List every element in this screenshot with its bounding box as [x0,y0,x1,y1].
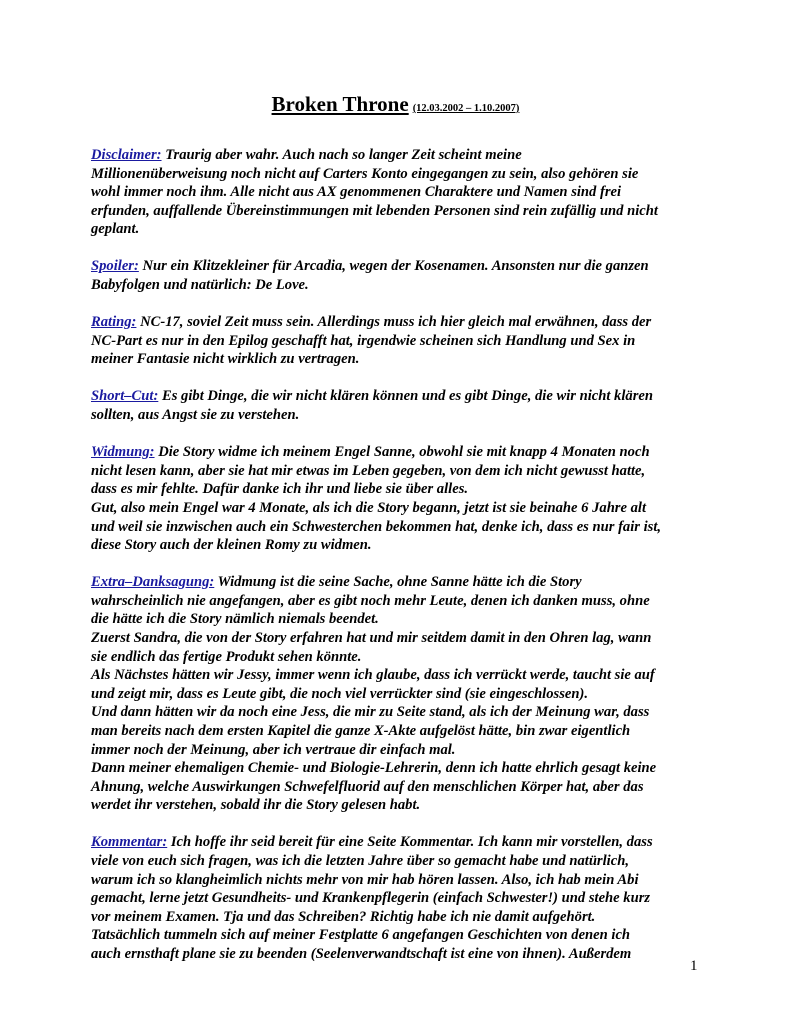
section-text: Widmung ist die seine Sache, ohne Sanne hätte ich die Story [217,574,582,591]
section-text: Und dann hätten wir da noch eine Jess, die mir zu Seite stand, als ich der Meinung war, dass [91,704,650,721]
section-text: diese Story auch der kleinen Romy zu widmen. [91,537,372,554]
section-label: Short–Cut: [91,388,159,405]
section-text: Tatsächlich tummeln sich auf meiner Festplatte 6 angefangen Geschichten von denen ich [91,927,631,944]
section-text: und weil sie inzwischen auch ein Schwesterchen bekommen hat, denke ich, dass es nur fair ist, [91,518,662,535]
section-line [91,220,703,239]
section-line [91,202,703,221]
section-line [91,871,703,890]
section-line [91,852,703,871]
section-text: Millionenüberweisung noch nicht auf Carters Konto eingegangen zu sein, also gehören sie [91,165,639,182]
section-line [91,518,703,537]
section-line [91,165,703,184]
section-text: Ich hoffe ihr seid bereit für eine Seite Kommentar. Ich kann mir vorstellen, dass [170,834,653,851]
section-text: erfunden, auffallende Übereinstimmungen mit lebenden Personen sind rein zufällig und nicht [91,202,658,219]
section-text: Babyfolgen und natürlich: De Love. [91,277,309,294]
section-line [91,499,703,518]
section-line [91,387,703,406]
section-text: immer noch der Meinung, aber ich vertraue dir einfach mal. [91,741,456,758]
section-text: auch ernsthaft plane sie zu beenden (Seelenverwandtschaft ist eine von ihnen). Außerdem [91,945,632,962]
section-text: und zeigt mir, dass es Leute gibt, die noch viel verrückter sind (sie eingeschlossen). [91,685,588,702]
section-line [91,796,703,815]
section-text: werdet ihr verstehen, sobald ihr die Story gelesen habt. [91,797,421,814]
section-line [91,945,703,964]
section-line [91,480,703,499]
section-text: wahrscheinlich nie angefangen, aber es gibt noch mehr Leute, denen ich danken muss, ohne [91,592,650,609]
section-label: Widmung: [91,444,155,461]
section-text: geplant. [91,221,140,238]
section-text: sie endlich das fertige Produkt sehen könnte. [91,648,362,665]
page-number: 1 [690,958,698,974]
section-text: viele von euch sich fragen, was ich die letzten Jahre über so gemacht habe und natürlich, [91,853,629,869]
section-line [91,778,703,797]
section-label: Extra–Danksagung: [91,574,215,591]
section-line [91,183,703,202]
section-short-cut [91,387,703,424]
section-text: Zuerst Sandra, die von der Story erfahren hat und mir seitdem damit in den Ohren lag, wann [91,629,652,646]
section-text: nicht lesen kann, aber sie hat mir etwas im Leben gegeben, von dem ich nicht gewusst hatte, [91,462,646,479]
section-line [91,666,703,685]
section-rating [91,313,703,369]
section-line [91,703,703,722]
section-text: man bereits nach dem ersten Kapitel die ganze X-Akte aufgelöst hätte, bin zwar eigentlich [91,722,631,739]
section-text: Dann meiner ehemaligen Chemie- und Biologie-Lehrerin, denn ich hatte ehrlich gesagt keine [91,760,657,777]
section-line [91,833,703,852]
section-line [91,536,703,555]
section-line [91,443,703,462]
section-text: warum ich so klangheimlich nichts mehr von mir hab hören lassen. Also, ich hab mein Abi [91,871,639,888]
section-line [91,908,703,927]
section-text: Gut, also mein Engel war 4 Monate, als ich die Story begann, jetzt ist sie beinahe 6 Jahre alt [91,499,647,516]
section-line [91,610,703,629]
section-text: wohl immer noch ihm. Alle nicht aus AX genommenen Charaktere und Namen sind frei [91,184,622,201]
section-line [91,889,703,908]
section-line [91,926,703,945]
section-line [91,276,703,295]
section-text: gemacht, lerne jetzt Gesundheits- und Krankenpflegerin (einfach Schwester!) und stehe kurz [91,890,651,907]
section-label: Spoiler: [91,258,139,275]
section-text: Als Nächstes hätten wir Jessy, immer wenn ich glaube, dass ich verrückt werde, taucht sie auf [91,667,655,684]
section-line [91,722,703,741]
document-title: Broken Throne [271,92,409,116]
section-line [91,350,703,369]
section-text: Es gibt Dinge, die wir nicht klären können und es gibt Dinge, die wir nicht klären [161,388,653,405]
section-text: sollten, aus Angst sie zu verstehen. [91,407,300,424]
title-line [0,92,791,117]
section-label: Rating: [91,314,137,331]
section-text: Die Story widme ich meinem Engel Sanne, obwohl sie mit knapp 4 Monaten noch [158,444,650,461]
section-line [91,648,703,667]
section-label: Kommentar: [91,834,168,851]
document-body [91,146,703,982]
section-text: die hätte ich die Story nämlich niemals beendet. [91,611,379,628]
section-line [91,257,703,276]
section-text: NC-17, soviel Zeit muss sein. Allerdings muss ich hier gleich mal erwähnen, dass der [140,314,652,331]
section-line [91,741,703,760]
section-text: vor meinem Examen. Tja und das Schreiben? Richtig habe ich nie damit aufgehört. [91,908,596,925]
section-line [91,332,703,351]
section-line [91,313,703,332]
section-extra-danksagung [91,573,703,815]
section-line [91,406,703,425]
section-text: Ahnung, welche Auswirkungen Schwefelfluorid auf den menschlichen Körper hat, aber das [91,778,644,795]
section-line [91,759,703,778]
section-line [91,573,703,592]
section-spoiler [91,257,703,294]
section-label: Disclaimer: [91,147,162,163]
document-dates: (12.03.2002 – 1.10.2007) [412,103,520,114]
section-line [91,146,703,165]
section-line [91,592,703,611]
section-widmung [91,443,703,555]
section-text: Traurig aber wahr. Auch nach so langer Zeit scheint meine [165,147,522,163]
section-text: Nur ein Klitzekleiner für Arcadia, wegen der Kosenamen. Ansonsten nur die ganzen [142,258,649,275]
section-kommentar [91,833,703,963]
section-disclaimer [91,146,703,239]
section-text: dass es mir fehlte. Dafür danke ich ihr und liebe sie über alles. [91,481,469,498]
section-text: NC-Part es nur in den Epilog geschafft hat, irgendwie scheinen sich Handlung und Sex in [91,332,636,349]
section-text: meiner Fantasie nicht wirklich zu vertragen. [91,351,360,368]
section-line [91,462,703,481]
section-line [91,629,703,648]
section-line [91,685,703,704]
